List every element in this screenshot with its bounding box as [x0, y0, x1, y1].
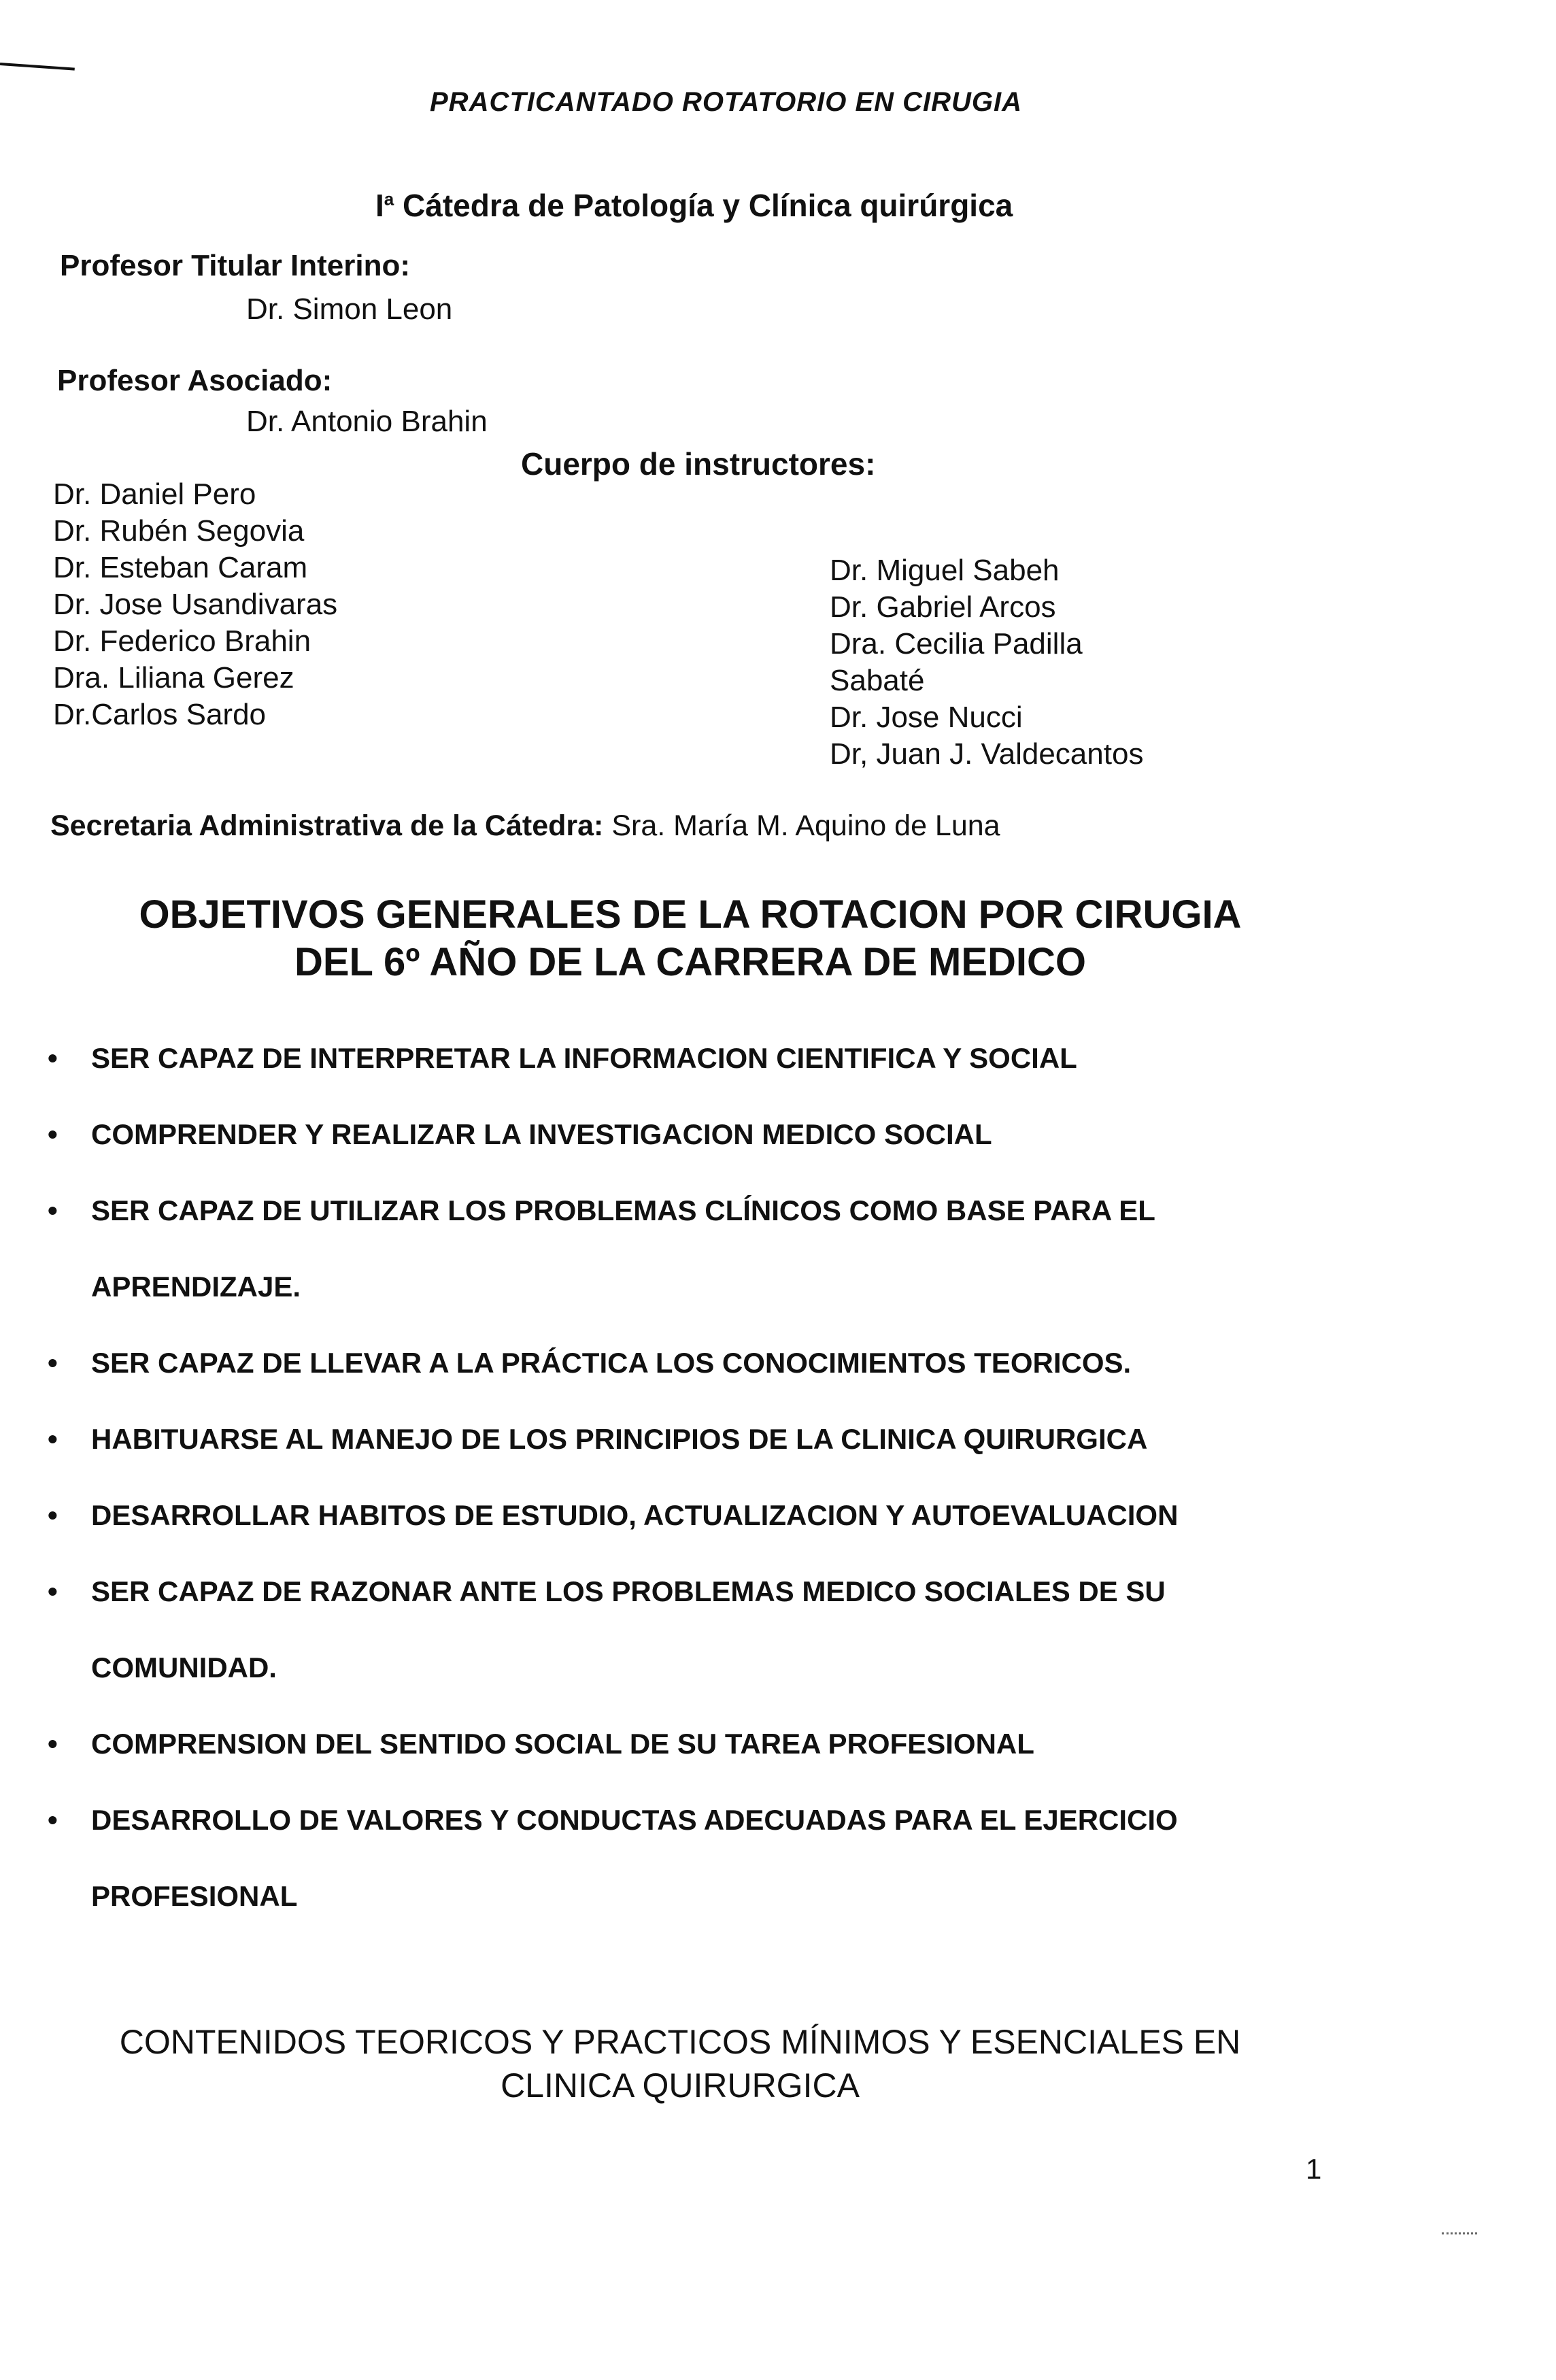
scan-artifact: [1442, 2219, 1477, 2234]
instructor-name: Dr. Gabriel Arcos: [830, 590, 1056, 624]
instructor-name: Dra. Liliana Gerez: [53, 661, 294, 694]
objetivo-text: COMPRENSION DEL SENTIDO SOCIAL DE SU TAREA PROFESIONAL: [91, 1728, 1034, 1760]
instructor-name: Dr. Federico Brahin: [53, 624, 311, 658]
instructor-name: Dr. Esteban Caram: [53, 551, 308, 584]
catedra-name: Cátedra de Patología y Clínica quirúrgica: [403, 188, 1013, 223]
objetivo-text: APRENDIZAJE.: [91, 1271, 301, 1303]
profesor-asociado-name: Dr. Antonio Brahin: [246, 405, 488, 438]
objetivo-item-continuation: [41, 1249, 1374, 1325]
objetivo-item: [41, 1325, 1374, 1401]
instructor-name: Dr.Carlos Sardo: [53, 698, 267, 731]
objetivo-item: [41, 1706, 1374, 1782]
instructor-name: Dr. Jose Nucci: [830, 701, 1023, 734]
objetivo-item: [41, 1782, 1374, 1858]
contenidos-title: [0, 2020, 1360, 2107]
instructors-left-column: [53, 476, 337, 733]
objetivo-item: [41, 1477, 1374, 1554]
contenidos-title-line-2: CLINICA QUIRURGICA: [501, 2066, 860, 2105]
bullet-icon: •: [48, 1118, 58, 1150]
objetivo-item: [41, 1020, 1374, 1096]
bullet-icon: •: [48, 1804, 58, 1836]
objetivos-title-line-1: OBJETIVOS GENERALES DE LA ROTACION POR CIRUGIA: [139, 892, 1242, 937]
instructors-heading: Cuerpo de instructores:: [521, 446, 876, 482]
objetivos-title-line-2: DEL 6º AÑO DE LA CARRERA DE MEDICO: [294, 940, 1087, 984]
secretaria-value: Sra. María M. Aquino de Luna: [611, 809, 1000, 842]
bullet-icon: •: [48, 1728, 58, 1760]
bullet-icon: •: [48, 1575, 58, 1607]
scan-pen-mark: [0, 63, 75, 71]
objetivo-item: [41, 1096, 1374, 1173]
objetivo-text: COMPRENDER Y REALIZAR LA INVESTIGACION MEDICO SOCIAL: [91, 1118, 992, 1150]
page-number: 1: [1306, 2153, 1322, 2185]
catedra-ordinal: I: [375, 188, 384, 223]
catedra-heading: [375, 187, 1013, 224]
bullet-icon: •: [48, 1194, 58, 1226]
bullet-icon: •: [48, 1423, 58, 1455]
objetivo-text: PROFESIONAL: [91, 1880, 298, 1912]
objetivo-item-continuation: [41, 1630, 1374, 1706]
bullet-icon: •: [48, 1347, 58, 1379]
objetivo-item: [41, 1554, 1374, 1630]
objetivo-item: [41, 1401, 1374, 1477]
objetivo-text: COMUNIDAD.: [91, 1652, 277, 1683]
objetivo-text: SER CAPAZ DE UTILIZAR LOS PROBLEMAS CLÍNICOS COMO BASE PARA EL: [91, 1194, 1155, 1226]
objetivo-text: SER CAPAZ DE INTERPRETAR LA INFORMACION CIENTIFICA Y SOCIAL: [91, 1042, 1077, 1074]
secretaria-line: [50, 809, 1000, 843]
instructor-name: Dr. Jose Usandivaras: [53, 588, 338, 621]
objetivo-text: HABITUARSE AL MANEJO DE LOS PRINCIPIOS DE LA CLINICA QUIRURGICA: [91, 1423, 1148, 1455]
objetivo-text: DESARROLLO DE VALORES Y CONDUCTAS ADECUADAS PARA EL EJERCICIO: [91, 1804, 1178, 1836]
instructor-name: Dr. Miguel Sabeh: [830, 554, 1060, 587]
objetivos-list: [41, 1020, 1374, 1934]
bullet-icon: •: [48, 1499, 58, 1531]
objetivo-item: [41, 1173, 1374, 1249]
catedra-ordinal-sup: a: [384, 188, 394, 209]
instructor-name: Dra. Cecilia Padilla: [830, 627, 1083, 660]
profesor-titular-label: Profesor Titular Interino:: [60, 249, 411, 282]
profesor-titular-name: Dr. Simon Leon: [246, 292, 453, 326]
objetivo-text: SER CAPAZ DE RAZONAR ANTE LOS PROBLEMAS MEDICO SOCIALES DE SU: [91, 1575, 1166, 1607]
instructor-name: Dr. Rubén Segovia: [53, 514, 305, 548]
objetivo-text: SER CAPAZ DE LLEVAR A LA PRÁCTICA LOS CONOCIMIENTOS TEORICOS.: [91, 1347, 1132, 1379]
bullet-icon: •: [48, 1042, 58, 1074]
contenidos-title-line-1: CONTENIDOS TEORICOS Y PRACTICOS MÍNIMOS Y ESENCIALES EN: [119, 2023, 1241, 2061]
instructor-name: Dr. Daniel Pero: [53, 477, 256, 511]
profesor-asociado-label: Profesor Asociado:: [57, 364, 333, 397]
document-header-title: PRACTICANTADO ROTATORIO EN CIRUGIA: [430, 87, 1023, 117]
objetivo-item-continuation: [41, 1858, 1374, 1934]
instructor-name: Dr, Juan J. Valdecantos: [830, 737, 1144, 771]
instructors-right-column: [830, 552, 1143, 773]
objetivos-title: [0, 891, 1381, 986]
objetivo-text: DESARROLLAR HABITOS DE ESTUDIO, ACTUALIZACION Y AUTOEVALUACION: [91, 1499, 1179, 1531]
instructor-name: Sabaté: [830, 664, 925, 697]
secretaria-label: Secretaria Administrativa de la Cátedra:: [50, 809, 604, 842]
